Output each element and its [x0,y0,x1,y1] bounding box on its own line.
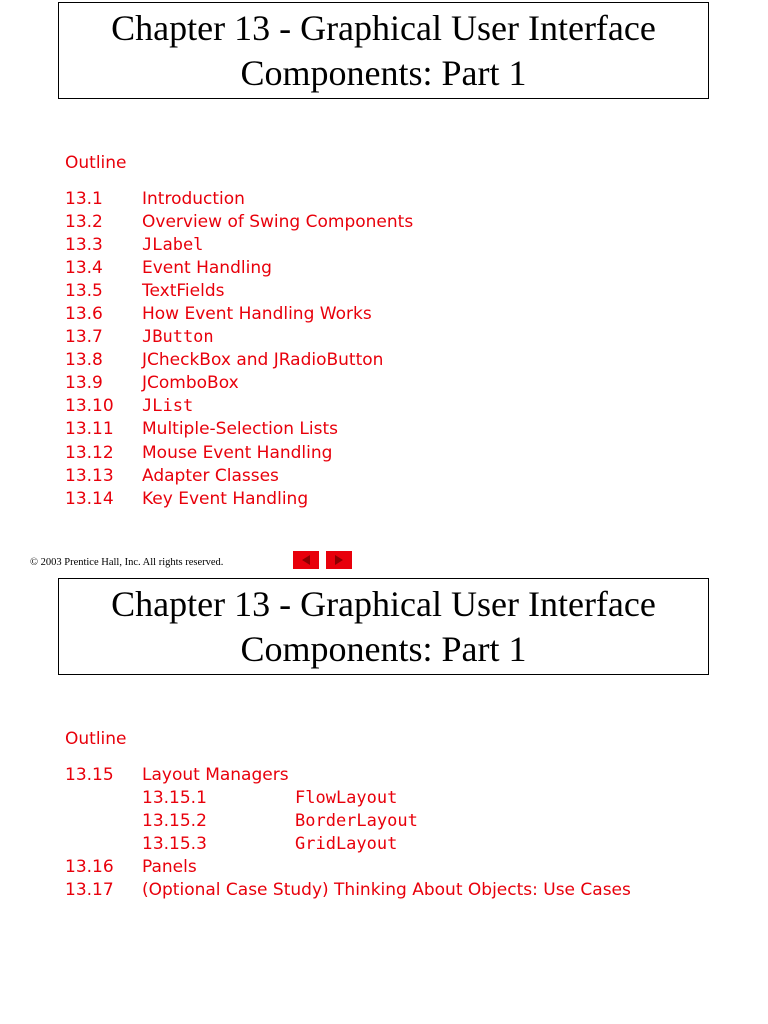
slide-title-line-1: Chapter 13 - Graphical User Interface [111,7,656,48]
outline-item [65,487,413,510]
outline-item-title: How Event Handling Works [142,304,372,325]
outline-item [65,464,413,487]
outline-item-number: 13.15.1 [142,787,207,808]
outline-item-number: 13.15 [65,764,114,785]
outline-item-number: 13.12 [65,442,114,463]
outline-item-title: Introduction [142,188,245,209]
outline-item-number: 13.2 [65,211,103,232]
outline-item-title: GridLayout [295,833,398,854]
outline-item-title: TextFields [142,280,225,301]
outline-item-number: 13.10 [65,396,114,417]
outline-item [65,187,413,210]
outline-item-title: FlowLayout [295,787,398,808]
outline-item-number: 13.3 [65,234,103,255]
next-slide-button[interactable] [326,551,352,569]
outline-item-number: 13.15.3 [142,833,207,854]
outline-item [65,395,413,418]
outline-item [65,372,413,395]
slide-title-line-2: Components: Part 1 [240,52,527,93]
outline-item-title: Mouse Event Handling [142,442,333,463]
outline-item [65,441,413,464]
slide-2 [0,576,768,1024]
outline-item [65,326,413,349]
outline-item-number: 13.8 [65,350,103,371]
outline-item-number: 13.17 [65,880,114,901]
outline-item-title: BorderLayout [295,810,418,831]
slide-title-line-2: Components: Part 1 [240,628,527,669]
previous-slide-button[interactable] [293,551,319,569]
outline-subitem [65,832,631,855]
outline-item-title: Overview of Swing Components [142,211,414,232]
outline-item-number: 13.1 [65,188,103,209]
outline-item-number: 13.9 [65,373,103,394]
outline-item [65,855,631,878]
triangle-left-icon [302,555,310,565]
outline-item-title: JLabel [142,234,204,255]
outline-item-title: Panels [142,856,197,877]
outline-item-number: 13.5 [65,280,103,301]
slide-title-box [58,578,709,675]
outline-item [65,256,413,279]
outline-item-number: 13.4 [65,257,103,278]
outline-heading: Outline [65,729,127,749]
outline-item-title: JList [142,396,194,417]
outline-item [65,763,631,786]
outline-item-title: Multiple-Selection Lists [142,419,338,440]
outline-item-title: (Optional Case Study) Thinking About Objects: Use Cases [142,880,631,901]
slide-title-line-1: Chapter 13 - Graphical User Interface [111,583,656,624]
triangle-right-icon [335,555,343,565]
slide-title-box [58,2,709,99]
outline-item-title: Event Handling [142,257,272,278]
outline-item-number: 13.11 [65,419,114,440]
outline-item [65,210,413,233]
outline-list [65,763,631,902]
outline-item-number: 13.15.2 [142,810,207,831]
outline-subitem [65,786,631,809]
outline-item-title: Adapter Classes [142,465,279,486]
outline-item [65,418,413,441]
outline-item-number: 13.13 [65,465,114,486]
outline-item-number: 13.16 [65,856,114,877]
outline-subitem [65,809,631,832]
outline-item-title: Layout Managers [142,764,289,785]
outline-item [65,279,413,302]
outline-item [65,349,413,372]
outline-item [65,233,413,256]
outline-item-title: Key Event Handling [142,488,309,509]
outline-item-number: 13.14 [65,488,114,509]
copyright-footer: © 2003 Prentice Hall, Inc. All rights reserved. [30,557,224,568]
outline-item [65,878,631,901]
outline-item [65,302,413,325]
outline-list [65,187,413,510]
outline-item-title: JButton [142,327,214,348]
outline-item-title: JCheckBox and JRadioButton [142,350,384,371]
outline-item-title: JComboBox [142,373,239,394]
outline-heading: Outline [65,153,127,173]
outline-item-number: 13.7 [65,327,103,348]
outline-item-number: 13.6 [65,304,103,325]
